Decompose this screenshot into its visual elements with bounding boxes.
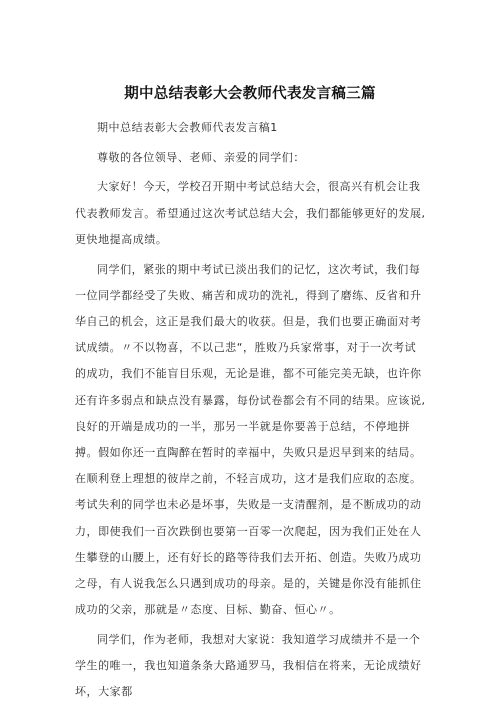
body-paragraph: 同学们，紧张的期中考试已淡出我们的记忆，这次考试，我们每一位同学都经受了失败、痛苦和成功的洗礼，得到了磨练、反省和升华自己的机会，这正是我们最大的收获。但是，我们也要正确面对考试成绩。〃不以物喜，不以己悲“，胜败乃兵家常事，对于一次考试的成功，我们不能盲目乐观，无论是谁，都不可能完美无缺，也许你还有许多弱点和缺点没有暴露，每份试卷都会有不同的结果。应该说,良好的开端是成功的一半，那另一半就是你要善于总结，不停地拼搏。假如你还一直陶醉在暂时的幸福中，失败只是迟早到来的结局。在顺利登上理想的彼岸之前，不轻言成功，这才是我们应取的态度。考试失利的同学也未必是坏事，失败是一支清醒剂，是不断成功的动力，即使我们一百次跌倒也要第一百零一次爬起，因为我们正处在人生攀登的山腰上，还有好长的路等待我们去开拓、创造。失败乃成功之母，有人说我怎么只遇到成功的母亲。是的，关键是你没有能抓住成功的父亲，那就是〃态度、目标、勤奋、恒心〃。 <box>75 262 426 617</box>
body-paragraph: 同学们，作为老师，我想对大家说：我知道学习成绩并不是一个学生的唯一，我也知道条条大路通罗马，我相信在将来，无论成绩好坏，大家都 <box>75 632 422 699</box>
salutation-paragraph: 尊敬的各位领导、老师、亲爱的同学们： <box>97 150 305 164</box>
document-body <box>75 115 427 705</box>
document-title: 期中总结表彰大会教师代表发言稿三篇 <box>124 86 376 102</box>
body-paragraph: 大家好！今天，学校召开期中考试总结大会，很高兴有机会让我代表教师发言。希望通过这次考试总结大会，我们都能够更好的发展,更快地提高成绩。 <box>75 180 426 246</box>
subtitle-paragraph: 期中总结表彰大会教师代表发言稿1 <box>97 121 278 134</box>
